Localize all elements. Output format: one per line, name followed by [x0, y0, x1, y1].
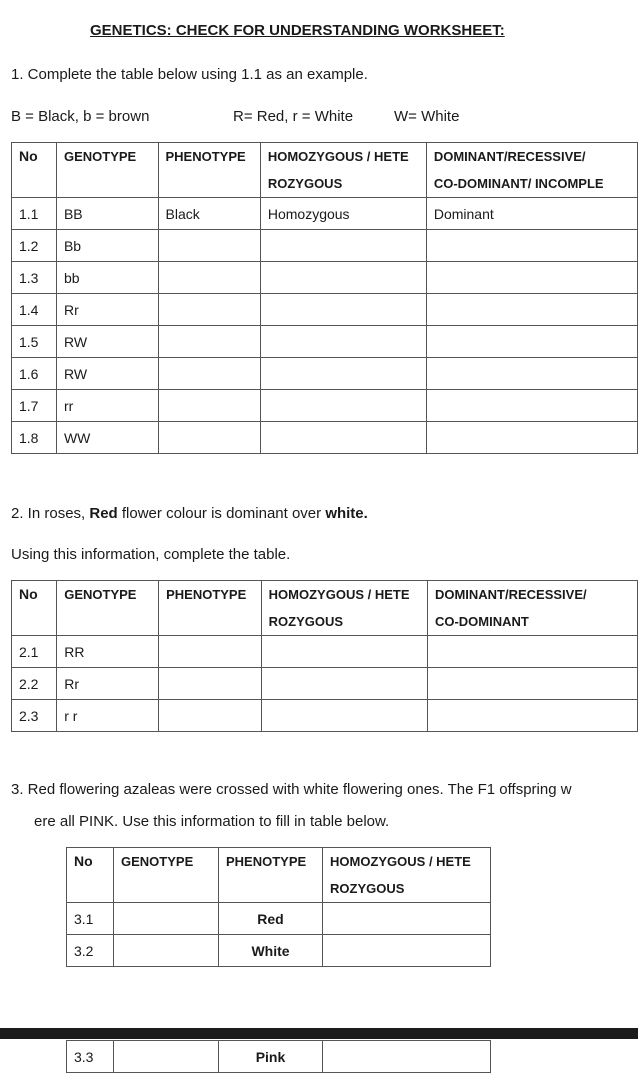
- q1-header-dominance: DOMINANT/RECESSIVE/ CO-DOMINANT/ INCOMPLE: [426, 143, 637, 198]
- phenotype-cell[interactable]: [158, 230, 260, 262]
- genotype-cell: RR: [57, 636, 159, 668]
- page-break-bar: [0, 1028, 638, 1039]
- zygosity-cell[interactable]: Homozygous: [260, 198, 426, 230]
- genotype-cell: BB: [56, 198, 158, 230]
- q1-header-phenotype: PHENOTYPE: [158, 143, 260, 198]
- phenotype-cell[interactable]: [159, 636, 262, 668]
- q1-header-zygosity: HOMOZYGOUS / HETE ROZYGOUS: [260, 143, 426, 198]
- q2-table: [11, 580, 638, 732]
- q2-header-no: No: [12, 581, 57, 636]
- phenotype-cell: Pink: [219, 1041, 323, 1073]
- zygosity-cell[interactable]: [260, 262, 426, 294]
- genotype-cell[interactable]: [114, 1041, 219, 1073]
- table-row: [67, 935, 491, 967]
- q2-header-zygosity: HOMOZYGOUS / HETE ROZYGOUS: [261, 581, 427, 636]
- row-number: 3.3: [67, 1041, 114, 1073]
- q1-table: [11, 142, 638, 454]
- dominance-cell[interactable]: [427, 700, 637, 732]
- dominance-cell[interactable]: [427, 636, 637, 668]
- q2-header-dominance: DOMINANT/RECESSIVE/ CO-DOMINANT: [427, 581, 637, 636]
- table-row: [12, 668, 638, 700]
- phenotype-cell: Red: [219, 903, 323, 935]
- dominance-cell[interactable]: [426, 358, 637, 390]
- row-number: 2.2: [12, 668, 57, 700]
- genotype-cell: bb: [56, 262, 158, 294]
- zygosity-cell[interactable]: [261, 700, 427, 732]
- zygosity-cell[interactable]: [261, 636, 427, 668]
- q1-header-no: No: [12, 143, 57, 198]
- phenotype-cell[interactable]: [158, 262, 260, 294]
- table-row: [12, 262, 638, 294]
- q3-header-zygosity: HOMOZYGOUS / HETE ROZYGOUS: [323, 848, 491, 903]
- dominance-cell[interactable]: [426, 326, 637, 358]
- genotype-cell: RW: [56, 358, 158, 390]
- table-row: [12, 326, 638, 358]
- row-number: 1.5: [12, 326, 57, 358]
- q3-prompt-line2: ere all PINK. Use this information to fill in table below.: [34, 813, 390, 830]
- q2-header-row: [12, 581, 638, 636]
- zygosity-cell[interactable]: [260, 326, 426, 358]
- genotype-cell: rr: [56, 390, 158, 422]
- q2-red-word: Red: [89, 505, 118, 522]
- zygosity-cell[interactable]: [260, 294, 426, 326]
- table-row: [12, 230, 638, 262]
- table-row: [12, 390, 638, 422]
- phenotype-cell[interactable]: [158, 422, 260, 454]
- row-number: 1.2: [12, 230, 57, 262]
- zygosity-cell[interactable]: [260, 358, 426, 390]
- row-number: 1.1: [12, 198, 57, 230]
- genotype-cell: r r: [57, 700, 159, 732]
- table-row: [12, 700, 638, 732]
- q2-header-genotype: GENOTYPE: [57, 581, 159, 636]
- phenotype-cell[interactable]: [158, 294, 260, 326]
- zygosity-cell[interactable]: [323, 935, 491, 967]
- zygosity-cell[interactable]: [260, 422, 426, 454]
- zygosity-cell[interactable]: [323, 903, 491, 935]
- zygosity-cell[interactable]: [260, 390, 426, 422]
- dominance-cell[interactable]: [426, 422, 637, 454]
- legend-red-white: R= Red, r = White: [233, 108, 354, 125]
- dominance-cell[interactable]: Dominant: [426, 198, 637, 230]
- row-number: 1.3: [12, 262, 57, 294]
- row-number: 1.4: [12, 294, 57, 326]
- table-row: [12, 294, 638, 326]
- dominance-cell[interactable]: [426, 262, 637, 294]
- q3-table-continued: [66, 1040, 491, 1073]
- row-number: 1.6: [12, 358, 57, 390]
- row-number: 3.2: [67, 935, 114, 967]
- q2-header-phenotype: PHENOTYPE: [159, 581, 262, 636]
- table-row: [12, 636, 638, 668]
- phenotype-cell[interactable]: [159, 668, 262, 700]
- phenotype-cell: White: [219, 935, 323, 967]
- q3-header-genotype: GENOTYPE: [114, 848, 219, 903]
- table-row: [67, 1041, 491, 1073]
- q1-header-genotype: GENOTYPE: [56, 143, 158, 198]
- phenotype-cell[interactable]: Black: [158, 198, 260, 230]
- q3-prompt-line1: 3. Red flowering azaleas were crossed with white flowering ones. The F1 offspring w: [11, 781, 572, 798]
- genotype-cell: Bb: [56, 230, 158, 262]
- q3-header-phenotype: PHENOTYPE: [219, 848, 323, 903]
- dominance-cell[interactable]: [427, 668, 637, 700]
- table-row: [12, 422, 638, 454]
- q3-header-no: No: [67, 848, 114, 903]
- q1-header-row: [12, 143, 638, 198]
- row-number: 1.8: [12, 422, 57, 454]
- row-number: 3.1: [67, 903, 114, 935]
- q2-white-word: white.: [325, 505, 368, 522]
- zygosity-cell[interactable]: [323, 1041, 491, 1073]
- phenotype-cell[interactable]: [158, 358, 260, 390]
- phenotype-cell[interactable]: [159, 700, 262, 732]
- q2-instruction: Using this information, complete the table.: [11, 546, 291, 563]
- row-number: 2.3: [12, 700, 57, 732]
- genotype-cell[interactable]: [114, 903, 219, 935]
- dominance-cell[interactable]: [426, 390, 637, 422]
- q3-header-row: [67, 848, 491, 903]
- q3-table: [66, 847, 491, 967]
- table-row: [12, 198, 638, 230]
- worksheet-title: GENETICS: CHECK FOR UNDERSTANDING WORKSHEET:: [90, 22, 505, 39]
- row-number: 2.1: [12, 636, 57, 668]
- genotype-cell: WW: [56, 422, 158, 454]
- genotype-cell: Rr: [57, 668, 159, 700]
- legend-white: W= White: [394, 108, 460, 125]
- dominance-cell[interactable]: [426, 294, 637, 326]
- dominance-cell[interactable]: [426, 230, 637, 262]
- legend-black-brown: B = Black, b = brown: [11, 108, 150, 125]
- q2-prompt: 2. In roses, Red flower colour is dominant over white.: [11, 505, 368, 522]
- q1-prompt: 1. Complete the table below using 1.1 as an example.: [11, 66, 368, 83]
- genotype-cell: Rr: [56, 294, 158, 326]
- row-number: 1.7: [12, 390, 57, 422]
- genotype-cell[interactable]: [114, 935, 219, 967]
- genotype-cell: RW: [56, 326, 158, 358]
- phenotype-cell[interactable]: [158, 390, 260, 422]
- table-row: [12, 358, 638, 390]
- zygosity-cell[interactable]: [261, 668, 427, 700]
- zygosity-cell[interactable]: [260, 230, 426, 262]
- table-row: [67, 903, 491, 935]
- phenotype-cell[interactable]: [158, 326, 260, 358]
